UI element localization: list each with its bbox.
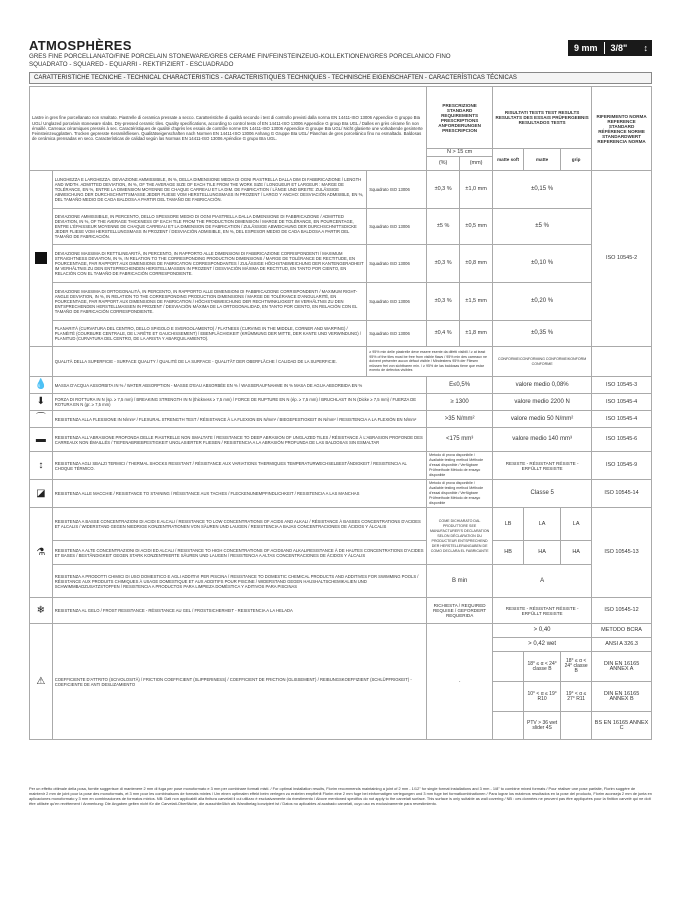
row-result: CONFORME/CONFORMING CONFORME/KONFORM CONFORME: [493, 347, 592, 377]
row-norm: ISO 10545-4: [592, 411, 652, 428]
row-desc: COEFFICIENTE D'ATTRITO (SCIVOLOSITÀ) / FRICTION COEFFICIENT (SLIPPERINESS) / COEFFICIENT DE FRICTION (GLISSEMENT) / REIBUNGSKOEFFIZIENT (SCHLÜPFRIGKEIT) - COEFICIENTE DE ANTI DESLIZAMIENTO: [52, 624, 426, 740]
row-desc: FORZA DI ROTTURA IN N (sp. ≥ 7,5 mm) / BREAKING STRENGTH IN N (thickness ≥ 7,5 mm) / FORCE DE RUPTURE EN N (ép. ≥ 7,5 mm) / BRUCHLAST IN N (Dicke ≥ 7,5 mm) / FUERZA DE ROTURA EN N (gr. ≥ 7,5 mm): [52, 394, 426, 411]
row-result: RESISTE - RÉSISTANT RÉSISTE - ERFÜLLT RESISTE: [493, 452, 592, 480]
thickness-inches: 3/8": [610, 43, 628, 53]
row-result: ±0,10 %: [493, 245, 592, 283]
table-row: [30, 377, 652, 394]
row-requirement: Metodo di prova disponibile / Available testing method Méthode d'essai disponible / Verfügbare Prüfmethode Método de ensayo disponible: [427, 452, 493, 480]
row-p2: ±1,8 mm: [460, 321, 493, 347]
row-p2: ±1,0 mm: [460, 171, 493, 209]
slip-value-2: > 0,42 wet: [493, 638, 592, 652]
row-desc: RESISTENZA ALL'ABRASIONE PROFONDA DELLE PIASTRELLE NON SMALTATE / RESISTANCE TO DEEP ABRASION OF UNGLAZED TILES / RÉSISTANCE À L'ABRASION PROFONDE DES CARREAUX NON ÉMAILLÉS / TIEFENABRIEBFESTIGKEIT UNGLASIERTER FLIESEN / RESISTENCIA A LA ABRASIÓN PROFUNDA DE LAS BALDOSAS SIN ESMALTAR: [52, 428, 426, 452]
specs-table: [29, 86, 652, 740]
row-result: RESISTE - RÉSISTANT RÉSISTE - ERFÜLLT RESISTE: [493, 598, 592, 624]
thickness-arrow-icon: ↕: [643, 43, 648, 53]
row-result-2: LA: [524, 508, 561, 541]
header-prescription: PRESCRIZIONE STANDARD REQUIREMENTS PRESCRIPTIONS ANFORDERUNGEN PRESCRIPCION: [427, 87, 493, 149]
row-norm: ISO 10545-9: [592, 452, 652, 480]
row-desc: LUNGHEZZA E LARGHEZZA. DEVIAZIONE AMMISSIBILE, IN %, DELLA DIMENSIONE MEDIA DI OGNI PIASTRELLA DALLA DIM DI FABBRICAZIONE / LENGTH AND WIDTH. ADMITTED DEVIATION, IN %, OF THE AVERAGE SIZE OF EACH TILE FROM THE WORK SIZE / LONGUEUR ET LARGEUR : MARGE DE TOLÉRANCE, EN %, ENTRE LA DIMENSION MOYENNE DE CHAQUE CARREAU ET LA DIM. DE FABRICATION / LÄNGE UND BREITE: ZULÄSSIGE ABWEICHUNG DER DURCHSCHNITTSMASSE JEDER FLIESE VOM HERSTELLUNGSMASS IN PROZENT / LARGO Y ANCHO: DESVIACIÓN ADMISIBLE, EN %, DEL TAMAÑO MEDIO DE CADA BALDOSA A PARTIR DEL TAMAÑO DE FABRICACIÓN.: [52, 171, 367, 209]
table-row: [30, 428, 652, 452]
header-n: N > 15 cm: [427, 149, 493, 157]
page-title: ATMOSPHÈRES: [29, 38, 132, 53]
thickness-mm: 9 mm: [574, 43, 598, 53]
table-row: [30, 480, 652, 508]
table-row: [30, 411, 652, 428]
row-requirement: ≥ 95% min delle piastrelle deve essere esente da difetti visibili / ≥ at least 95% of the tiles must be free from visible flaws / 95% min des carreaux ne doivent présenter aucun défaut visible / Mindestens 95% der Fliesen müssen frei von sichtbaren min. / ≥ 95% de las baldosas tiene que estar exento de defectos visibles: [367, 347, 493, 377]
row-requirement: Metodo di prova disponibile / Available testing method Méthode d'essai disponible / Verfügbare Prüfmethode Método de ensayo disponible: [427, 480, 493, 508]
row-requirement: RICHIESTA / REQUIRED REQUISE / GEFORDERT REQUERIDA: [427, 598, 493, 624]
row-requirement: -: [427, 624, 493, 740]
breaking-strength-icon: ⬇: [30, 394, 53, 411]
row-norm: ISO 10545-12: [592, 598, 652, 624]
row-result: ±0,20 %: [493, 283, 592, 321]
row-result: valore medio 140 mm³: [493, 428, 592, 452]
slip-norm-1: METODO BCRA: [592, 624, 652, 638]
chemical-icon: ⚗: [30, 508, 53, 598]
surface-icon-cell: [30, 347, 53, 377]
row-requirement: <175 mm³: [427, 428, 493, 452]
subtitle-line-1: GRES FINE PORCELLANATO/FINE PORCELAIN STONEWARE/GRES CERAME FIN/FEINSTEINZEUG-KOLLEKTIONEN/GRES PORCELANICO FINO: [29, 53, 451, 60]
row-requirement: E≤0,5%: [427, 377, 493, 394]
square-tile-icon: [35, 252, 47, 264]
row-method: Squadrato ISO 13006: [367, 245, 427, 283]
row-requirement: >35 N/mm²: [427, 411, 493, 428]
slip-value-5: PTV > 36 wet slider 4S: [524, 712, 561, 740]
thermal-shock-icon: ↕: [30, 452, 53, 480]
row-norm: ISO 10545-6: [592, 428, 652, 452]
table-row: [30, 598, 652, 624]
header-matte-soft: matte soft: [493, 149, 524, 171]
thickness-badge: [568, 40, 652, 56]
row-result-3: LA: [561, 508, 592, 541]
stain-icon: ◪: [30, 480, 53, 508]
slip-icon: ⚠: [30, 624, 53, 740]
row-result: ±5 %: [493, 209, 592, 245]
row-desc: DEVIAZIONE MASSIMA DI RETTILINEARITÀ, IN PERCENTO, IN RAPPORTO ALLE DIMENSIONI DI FABBRICAZIONE CORRISPONDENTI / MAXIMUM STRAIGHTNESS DEVIATION, IN %, IN RELATION TO THE CORRESPONDING PRODUCTION DIMENSIONS / MARGE DE TOLÉRANCE DE RECTITUDE, EN POURCENTAGE, PAR RAPPORT AUX DIMENSIONS DE FABRICATION CORRESPONDANTES / ZULÄSSIGE HÖCHSTABWEICHUNG DER KANTENGERADHEIT IM VERHÄLTNIS ZU DEN ENTSPRECHENDEN HERSTELLMASSEN IN PROZENT / DESVIACIÓN MÁXIMA DE RECTITUD, EN TANTO POR CIENTO, EN RELACIÓN CON EL TAMAÑO DE FABRICACIÓN CORRESPONDIENTE.: [52, 245, 367, 283]
row-desc: RESISTENZA ALLE MACCHIE / RESISTANCE TO STAINING / RÉSISTANCE AUX TACHES / FLECKENUNEMPFINDLICHKEIT / RESISTENCIA A LAS MANCHAS: [52, 480, 426, 508]
table-row: [30, 245, 652, 283]
frost-icon: ❄: [30, 598, 53, 624]
row-method: Squadrato ISO 13006: [367, 321, 427, 347]
row-result-2: HA: [524, 541, 561, 565]
slip-value-4a: 10° < α ≤ 19° R10: [524, 682, 561, 712]
section-header: CARATTERISTICHE TECNICHE - TECHNICAL CHARACTERISTICS - CARACTERISTIQUES TECHNIQUES - TECHNISCHE EIGENSCHAFTEN - CARACTERÍSTICAS TÉCNICAS: [29, 72, 652, 84]
row-desc: DEVIAZIONE AMMISSIBILE, IN PERCENTO, DELLO SPESSORE MEDIO DI OGNI PIASTRELLA DALLA DIMENSIONE DI FABBRICAZIONE / ADMITTED DEVIATION, IN %, OF THE AVERAGE THICKNESS OF EACH TILE FROM THE PRODUCTION DIMENSION / MARGE DE TOLÉRANCE, EN POURCENTAGE, ENTRE L'ÉPAISSEUR MOYENNE DE CHAQUE CARREAU ET LA DIMENSION DE FABRICATION / ZULÄSSIGE ABWEICHUNG DER DURCHSCHNITTSDICKE JEDER FLIESE VOM HERSTELLUNGSMASS IN PROZENT / DESVIACIÓN ADMISIBLE, EN %, DEL ESPESOR MEDIO DE CADA BALDOSA A PARTIR DEL TAMAÑO DE FABRICACIÓN.: [52, 209, 367, 245]
row-norm: ISO 10545-4: [592, 394, 652, 411]
row-p1: ±0,3 %: [427, 283, 460, 321]
intro-text: Lastre in gres fine porcellanato non smaltato. Piastrelle di ceramica pressate a secco. Caratteristiche di qualità secondo i test di controllo previsti dalla norma EN 14411-ISO 13006 Appendice G gruppo BIa UGL/ Unglazed porcelain stoneware slabs. Dry-pressed ceramic tiles. Quality specifications, according to control tests of EN 14411-ISO 13006 Appendice G group BIa UGL / Dalles en grès cérame fin non émaillé. Carreaux céramiques pressés à sec. Caractéristiques de qualité d'après les essais de contrôle norme EN 14411-ISO 13006 Appendice G groupe BIa UGL/ Nicht glasierte une vorkabende gesinterte Feinsteinzeugplatten. Trocken gepresste Keramikfliesen. Qualitätseigenschaften nach Normen EN 14411-ISO 13006 Anhang G Gruppe BIa UGL/ Planchas de gres porcelánico fino no esmaltado. Baldosas de cerámica prensadas en seco. Características de calidad según las Normas EN 14411-ISO 13006 Apéndice G grupo BIa UGL.: [30, 87, 427, 171]
row-p1: ±0,4 %: [427, 321, 460, 347]
row-desc: QUALITÀ DELLA SUPERFICIE - SURFACE QUALITY / QUALITÉ DE LA SURFACE - QUALITÄT DER OBERFLÄCHE / CALIDAD DE LA SUPERFICIE.: [52, 347, 367, 377]
row-norm: [592, 347, 652, 377]
row-p1: ±0,3 %: [427, 245, 460, 283]
row-desc: MASSA D'ACQUA ASSORBITA IN % / WATER ABSORPTION - MASSE D'EAU ABSORBÉE EN % / WASSERAUFNAHME IN % MASA DE AGUA ABSORBIDA EN %: [52, 377, 426, 394]
abrasion-icon: ▬: [30, 428, 53, 452]
slip-value-3b: 18° ≤ α < 24° classe B: [561, 652, 592, 682]
row-p2: ±0,8 mm: [460, 245, 493, 283]
slip-value-4b: 19° < α ≤ 27° R11: [561, 682, 592, 712]
header-norm: RIFERIMENTO NORMA REFERENCE STANDARD RÉFÉRENCE NORME STANDARDWERT REFERENCIA NORMA: [592, 87, 652, 171]
header-percent: (%): [427, 157, 460, 171]
table-row: [30, 541, 652, 565]
row-result: ±0,15 %: [493, 171, 592, 209]
row-p2: ±1,5 mm: [460, 283, 493, 321]
slip-norm-3: DIN EN 16165 ANNEX A: [592, 652, 652, 682]
row-desc: RESISTENZA AGLI SBALZI TERMICI / THERMAL SHOCKS RESISTANT / RÉSISTANCE AUX VARIATIONS THERMIQUES TEMPERATURWECHSELBESTÄNDIGKEIT / RESISTENCIA AL CHOQUE TÉRMICO.: [52, 452, 426, 480]
header-grip: grip: [561, 149, 592, 171]
row-result-1: LB: [493, 508, 524, 541]
table-row: [30, 321, 652, 347]
row-result: Classe 5: [493, 480, 592, 508]
row-desc: DEVIAZIONE MASSIMA DI ORTOGONALITÀ, IN PERCENTO, IN RAPPORTO ALLE DIMENSIONI DI FABBRICAZIONE CORRISPONDENTI / MAXIMUM RIGHT-ANGLE DEVIATION, IN %, IN RELATION TO THE CORRESPONDING PRODUCTION DIMENSIONS / MARGE DE TOLÉRANCE D'ANGULARITÉ, EN POURCENTAGE, PAR RAPPORT AUX DIMENSIONS DE FABRICATION / HÖCHSTABWEICHUNG DER RECHTWINKLIGKEIT IM VERHÄLTNIS ZU DEN ENTSPRECHENDEN HERSTELLMASSEN IN PROZENT / DESVIACIÓN MÁXIMA DE LA ORTOGONALIDAD, EN TANTO POR CIENTO, EN RELACIÓN CON EL TAMAÑO DE FABRICACIÓN CORRESPONDIENTE.: [52, 283, 367, 321]
row-result: valore medio 2200 N: [493, 394, 592, 411]
row-norm: ISO 10545-3: [592, 377, 652, 394]
row-result: valore medio 0,08%: [493, 377, 592, 394]
row-result: ±0,35 %: [493, 321, 592, 347]
thickness-divider: [604, 42, 605, 54]
table-row: [30, 347, 652, 377]
row-result-3: HA: [561, 541, 592, 565]
slip-value-3a: 18° ≤ α < 24° classe B: [524, 652, 561, 682]
row-method: Squadrato ISO 13006: [367, 283, 427, 321]
table-row: [30, 452, 652, 480]
footnote: Per un effetto ottimale della posa, fornite suggerisce di mantenere 2 mm di fuga per pose monoformato e 3 mm per combinare formati misti. / For optimal installation results, Florim recommends maintaining a joint of 2 mm - 1/12" for single format installations and 3 mm - 1/8" to combine mixed formats / Pour réaliser une pose parfaite, Florim suggère de maintenir 2 mm de joint pour la pose des monoformats, et 3 mm pour les combinaisons de formats mixtes / Um einen optimalen effekt beim verlegen zu erzielen empfiehlt Florim eine 2 mm fuge bei einformatigen verlegungen und 3 mm fuge bei formatkombinationen / Para lograr los máximos resultados en la pose del producto, Florim aconseja 2 mm de junta en aplicaciones monoformato y 3 mm en combinaciones de formatos mixtos. NB: Dati non applicabili alla finitura carvelati il cui utilizzo è esclusivamente da rivestimento / Above mentioned specifics do not apply to the carvelati surface. This surface is only suitable as wall covering / NB : ces données ne peuvent pas être appliquées pour la finition carvelé qui ne doit être utilisée qu'en revêtement / Anmerkung: Die Angaben gelten nicht für die Carvelati-Oberfläche, die ausschließlich als Wandbelag konzipiert ist / Datos no aplicables al acabado carvelati, cuyo uso es exclusivamente para revestimiento.: [29, 786, 652, 806]
row-p1: ±5 %: [427, 209, 460, 245]
table-row: [30, 283, 652, 321]
row-p1: ±0,3 %: [427, 171, 460, 209]
header-results: RISULTATI TESTS TEST RESULTS RESULTATS DES ESSAIS PRÜFERGEBNIS RESULTADOS TESTS: [493, 87, 592, 149]
table-row: [30, 209, 652, 245]
subtitle-line-2: SQUADRATO - SQUARED - EQUARRI - REKTIFIZIERT - ESCUADRADO: [29, 61, 234, 68]
flexural-strength-icon: ⌒: [30, 411, 53, 428]
table-row: [30, 565, 652, 598]
header-matte: matte: [524, 149, 561, 171]
row-method: Squadrato ISO 13006: [367, 171, 427, 209]
row-desc: RESISTENZA A ALTE CONCENTRAZIONI DI ACIDI ED ALCALI / RESISTANCE TO HIGH CONCENTRATIONS OF ACIDSAND ALKALIRESISTANCE À DE HAUTES CONCENTRATIONS D'ACIDES ET BASES / BESTÄNDIGKEIT GEGEN STARK KONZENTRIERTE SÄUREN UND LAUGEN / RESISTENCIA A ALTAS CONCENTRACIONES DE ÁCIDOS Y ÁLCALIS: [52, 541, 426, 565]
water-drops-icon: 💧: [30, 377, 53, 394]
table-row: [30, 508, 652, 541]
row-desc: RESISTENZA A PRODOTTI CHIMICI DI USO DOMESTICO E AGLI ADDITIVI PER PISCINA / RESISTANCE TO DOMESTIC CHEMICAL PRODUCTS AND ADDITIVES FOR SWIMMING POOLS / RÉSISTANCE AUX PRODUITS CHIMIQUES À USAGE DOMESTIQUE ET AUX ADDITIFS POUR PISCINE / WIDERSTAND GEGEN HAUSHALTSCHEMIKALIEN UND SCHWIMMBADZUSATZSTOFFEN / RESISTENCIA A PRODUCTOS PARA LIMPIEZA DOMÉSTICA Y ADITIVOS PARA PISCINAS: [52, 565, 426, 598]
row-result-1: HB: [493, 541, 524, 565]
table-row: [30, 624, 652, 638]
table-row: [30, 171, 652, 209]
slip-value-1: > 0,40: [493, 624, 592, 638]
row-requirement: ≥ 1300: [427, 394, 493, 411]
page-subtitle: [29, 53, 549, 69]
dimension-icon-cell: [30, 171, 53, 347]
header-mm: (mm): [460, 157, 493, 171]
slip-norm-4: DIN EN 16165 ANNEX B: [592, 682, 652, 712]
row-norm: ISO 10545-14: [592, 480, 652, 508]
row-norm: ISO 10545-13: [592, 508, 652, 598]
table-row: [30, 394, 652, 411]
slip-norm-5: BS EN 16165 ANNEX C: [592, 712, 652, 740]
row-desc: RESISTENZA A BASSE CONCENTRAZIONI DI ACIDI E ALCALI / RESISTANCE TO LOW CONCENTRATIONS OF ACIDS AND ALKALI / RÉSISTANCE À BASSES CONCENTRATIONS D'ACIDES ET ALCALIS / WIDERSTAND GEGEN NIEDRIGE KONZENTRATIONEN VON SÄUREN UND LAUGEN / RESISTENCIA A BAJAS CONCENTRACIONES DE ÁCIDOS Y ÁLCALIS: [52, 508, 426, 541]
row-requirement: B min: [427, 565, 493, 598]
row-requirement: COME DICHIARATO DAL PRODUTTORE SEE MANUFACTURER'S DECLARATION SELON DÉCLARATION DU PRODUCTEUR ENTSPRECHEND DER HERSTELLERANGABEN DE COMO DECLARA EL FABRICANTE: [427, 508, 493, 565]
row-desc: RESISTENZA AL GELO / FROST RESISTANCE - RÉSISTANCE AU GEL / FROSTSICHERHEIT - RESISTENCIA A LA HELADA: [52, 598, 426, 624]
row-p2: ±0,5 mm: [460, 209, 493, 245]
norm-iso-10545-2: ISO 10545-2: [592, 171, 652, 347]
row-result: A: [493, 565, 592, 598]
row-method: Squadrato ISO 13006: [367, 209, 427, 245]
slip-norm-2: ANSI A 326.3: [592, 638, 652, 652]
row-desc: PLANARITÀ (CURVATURA DEL CENTRO, DELLO SPIGOLO E SVERGOLAMENTO) / FLATNESS (CURVING IN THE MIDDLE, CORNER AND WARPING) / PLANÉITÉ (COURBURE CENTRALE, DE L'ARÊTE ET GAUCHISSEMENT) / EBENFLÄCHIGKEIT (KRÜMMUNG DER MITTE, DER KANTE UND VERWINDUNG) / PLANITUD (CURVATURA DEL CENTRO, DE LA ARISTA Y ABARQUILAMIENTO).: [52, 321, 367, 347]
row-result: valore medio 50 N/mm²: [493, 411, 592, 428]
row-desc: RESISTENZA ALLA FLESSIONE IN N/mm² / FLEXURAL STRENGTH TEST / RÉSISTANCE À LA FLEXION EN N/mm² / BIEGEFESTIGKEIT IN N/mm² / RESISTENCIA A LA FLEXIÓN EN N/mm²: [52, 411, 426, 428]
